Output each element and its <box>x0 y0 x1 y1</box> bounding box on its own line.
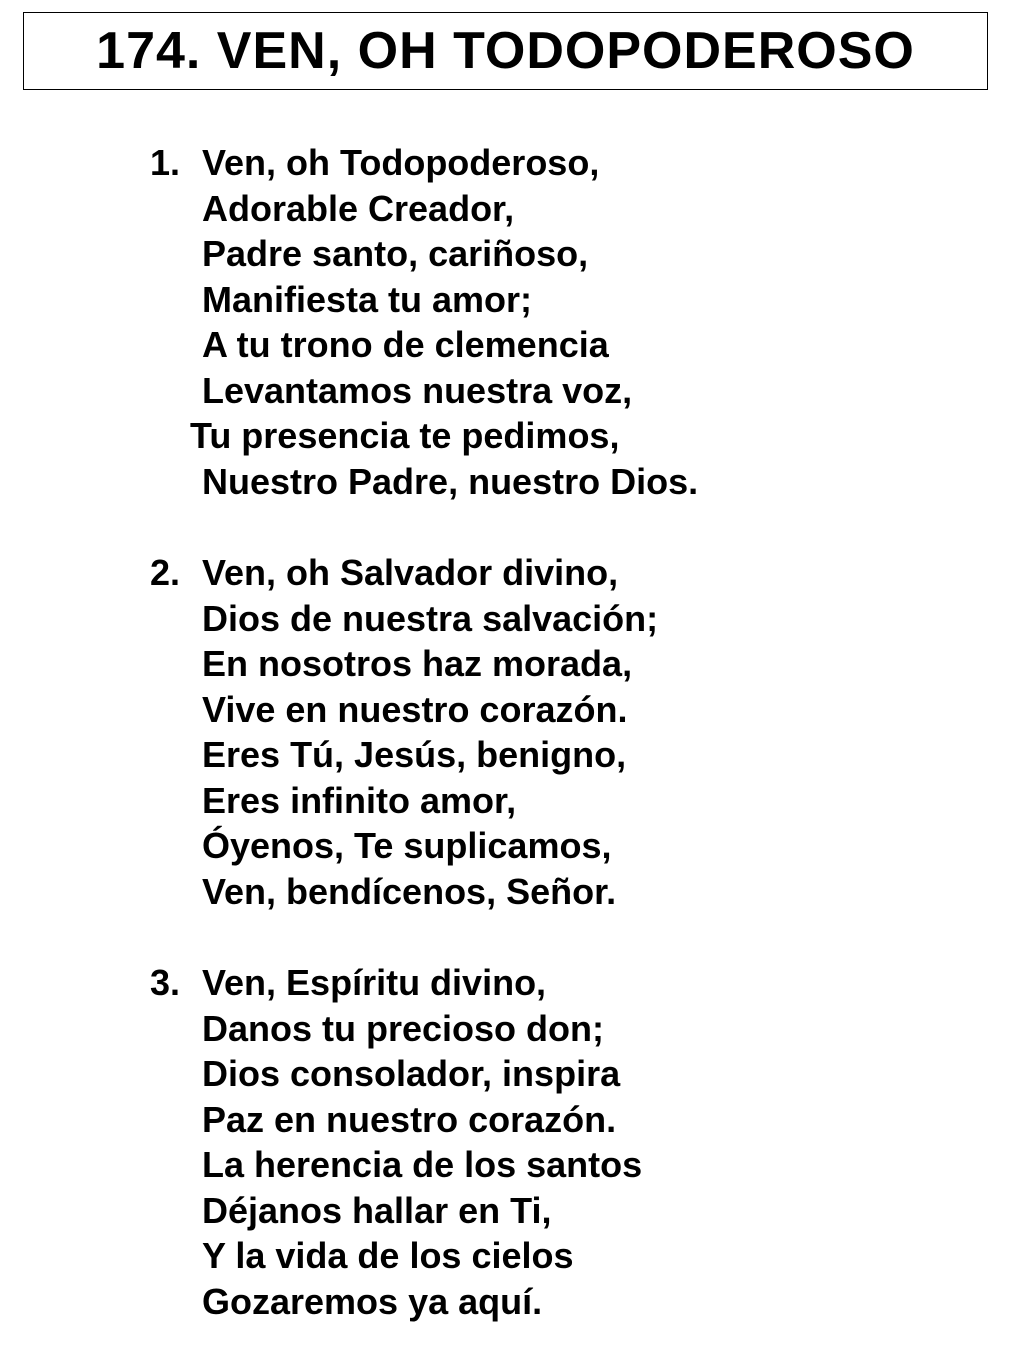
verse-line: Vive en nuestro corazón. <box>202 688 628 730</box>
verse-line: Óyenos, Te suplicamos, <box>202 825 612 866</box>
verse-3 <box>0 960 1024 1370</box>
verse-line: Tu presencia te pedimos, <box>190 415 620 456</box>
verse-2 <box>0 550 1024 960</box>
verse-line: Danos tu precioso don; <box>202 1007 605 1049</box>
verse-line: Dios consolador, inspira <box>202 1053 621 1094</box>
verse-line: Manifiesta tu amor; <box>202 278 533 320</box>
verse-line: Dios de nuestra salvación; <box>202 597 659 639</box>
verse-line: Ven, Espíritu divino, <box>202 962 547 1003</box>
verse-line: Paz en nuestro corazón. <box>202 1098 617 1140</box>
verse-line: Levantamos nuestra voz, <box>202 369 633 411</box>
verse-line: A tu trono de clemencia <box>202 324 609 365</box>
verse-number: 2. <box>150 552 181 593</box>
verse-line: Ven, oh Todopoderoso, <box>202 142 600 183</box>
verse-line: Ven, oh Salvador divino, <box>202 552 619 593</box>
verse-line: Gozaremos ya aquí. <box>202 1280 543 1322</box>
verses <box>0 140 1024 1370</box>
verse-line: Déjanos hallar en Ti, <box>202 1189 552 1231</box>
verse-line: Ven, bendícenos, Señor. <box>202 870 617 912</box>
verse-line: En nosotros haz morada, <box>202 643 633 684</box>
verse-line: Eres infinito amor, <box>202 779 517 821</box>
verse-line: Y la vida de los cielos <box>202 1235 574 1276</box>
title-box <box>23 12 988 90</box>
verse-line: Adorable Creador, <box>202 187 515 229</box>
hymn-title: 174. VEN, OH TODOPODEROSO <box>96 22 915 80</box>
verse-number: 3. <box>150 962 181 1003</box>
verse-number: 1. <box>150 142 181 183</box>
verse-1 <box>0 140 1024 550</box>
verse-line: La herencia de los santos <box>202 1144 643 1185</box>
verse-line: Eres Tú, Jesús, benigno, <box>202 734 627 775</box>
verse-line: Nuestro Padre, nuestro Dios. <box>202 460 699 502</box>
verse-line: Padre santo, cariñoso, <box>202 233 589 274</box>
